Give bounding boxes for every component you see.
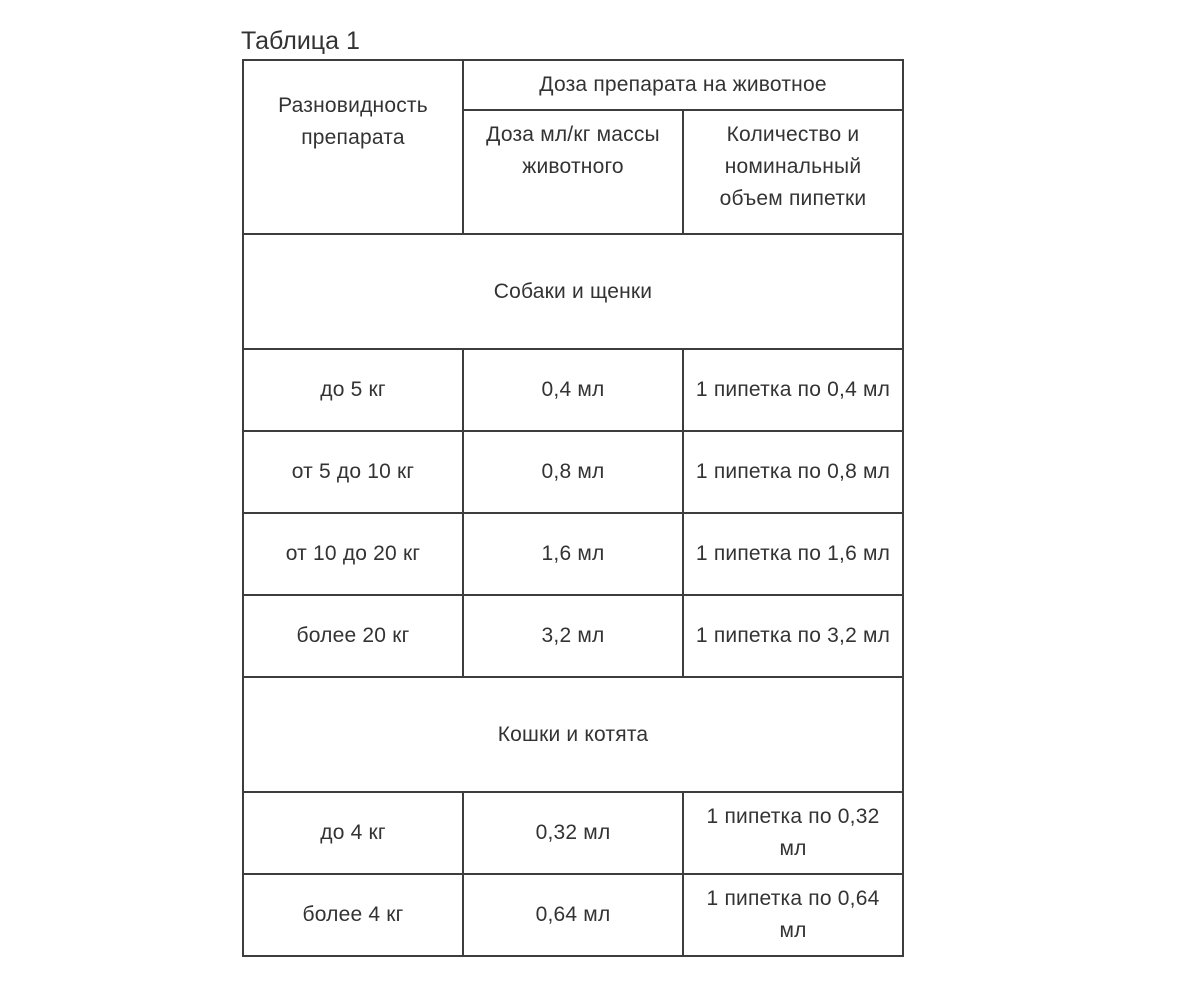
group-row-dogs — [243, 234, 903, 349]
cell-dose: 1,6 мл — [463, 513, 683, 595]
cell-variety: от 10 до 20 кг — [243, 513, 463, 595]
header-dose-group: Доза препарата на животное — [463, 60, 903, 110]
cell-dose: 0,64 мл — [463, 874, 683, 956]
cell-variety: более 4 кг — [243, 874, 463, 956]
cell-dose: 3,2 мл — [463, 595, 683, 677]
cell-dose: 0,8 мл — [463, 431, 683, 513]
header-dose-per-kg: Доза мл/кг массы животного — [463, 110, 683, 234]
group-title-cats: Кошки и котята — [243, 677, 903, 792]
cell-dose: 0,4 мл — [463, 349, 683, 431]
header-row — [243, 60, 903, 110]
cell-pipette: 1 пипетка по 1,6 мл — [683, 513, 903, 595]
header-variety-label: Разновидность препарата — [278, 94, 428, 149]
group-title-dogs: Собаки и щенки — [243, 234, 903, 349]
table-row — [243, 431, 903, 513]
cell-pipette: 1 пипетка по 0,32 мл — [683, 792, 903, 874]
table-row — [243, 792, 903, 874]
table-row — [243, 874, 903, 956]
cell-pipette: 1 пипетка по 0,4 мл — [683, 349, 903, 431]
group-row-cats — [243, 677, 903, 792]
cell-pipette: 1 пипетка по 3,2 мл — [683, 595, 903, 677]
cell-variety: до 4 кг — [243, 792, 463, 874]
dosage-table — [242, 59, 904, 957]
table-row — [243, 513, 903, 595]
cell-pipette: 1 пипетка по 0,8 мл — [683, 431, 903, 513]
cell-pipette: 1 пипетка по 0,64 мл — [683, 874, 903, 956]
cell-dose: 0,32 мл — [463, 792, 683, 874]
table-caption: Таблица 1 — [241, 27, 360, 55]
table-row — [243, 349, 903, 431]
header-pipette-qty: Количество и номинальный объем пипетки — [683, 110, 903, 234]
cell-variety: от 5 до 10 кг — [243, 431, 463, 513]
cell-variety: более 20 кг — [243, 595, 463, 677]
table-row — [243, 595, 903, 677]
header-variety — [243, 60, 463, 234]
cell-variety: до 5 кг — [243, 349, 463, 431]
